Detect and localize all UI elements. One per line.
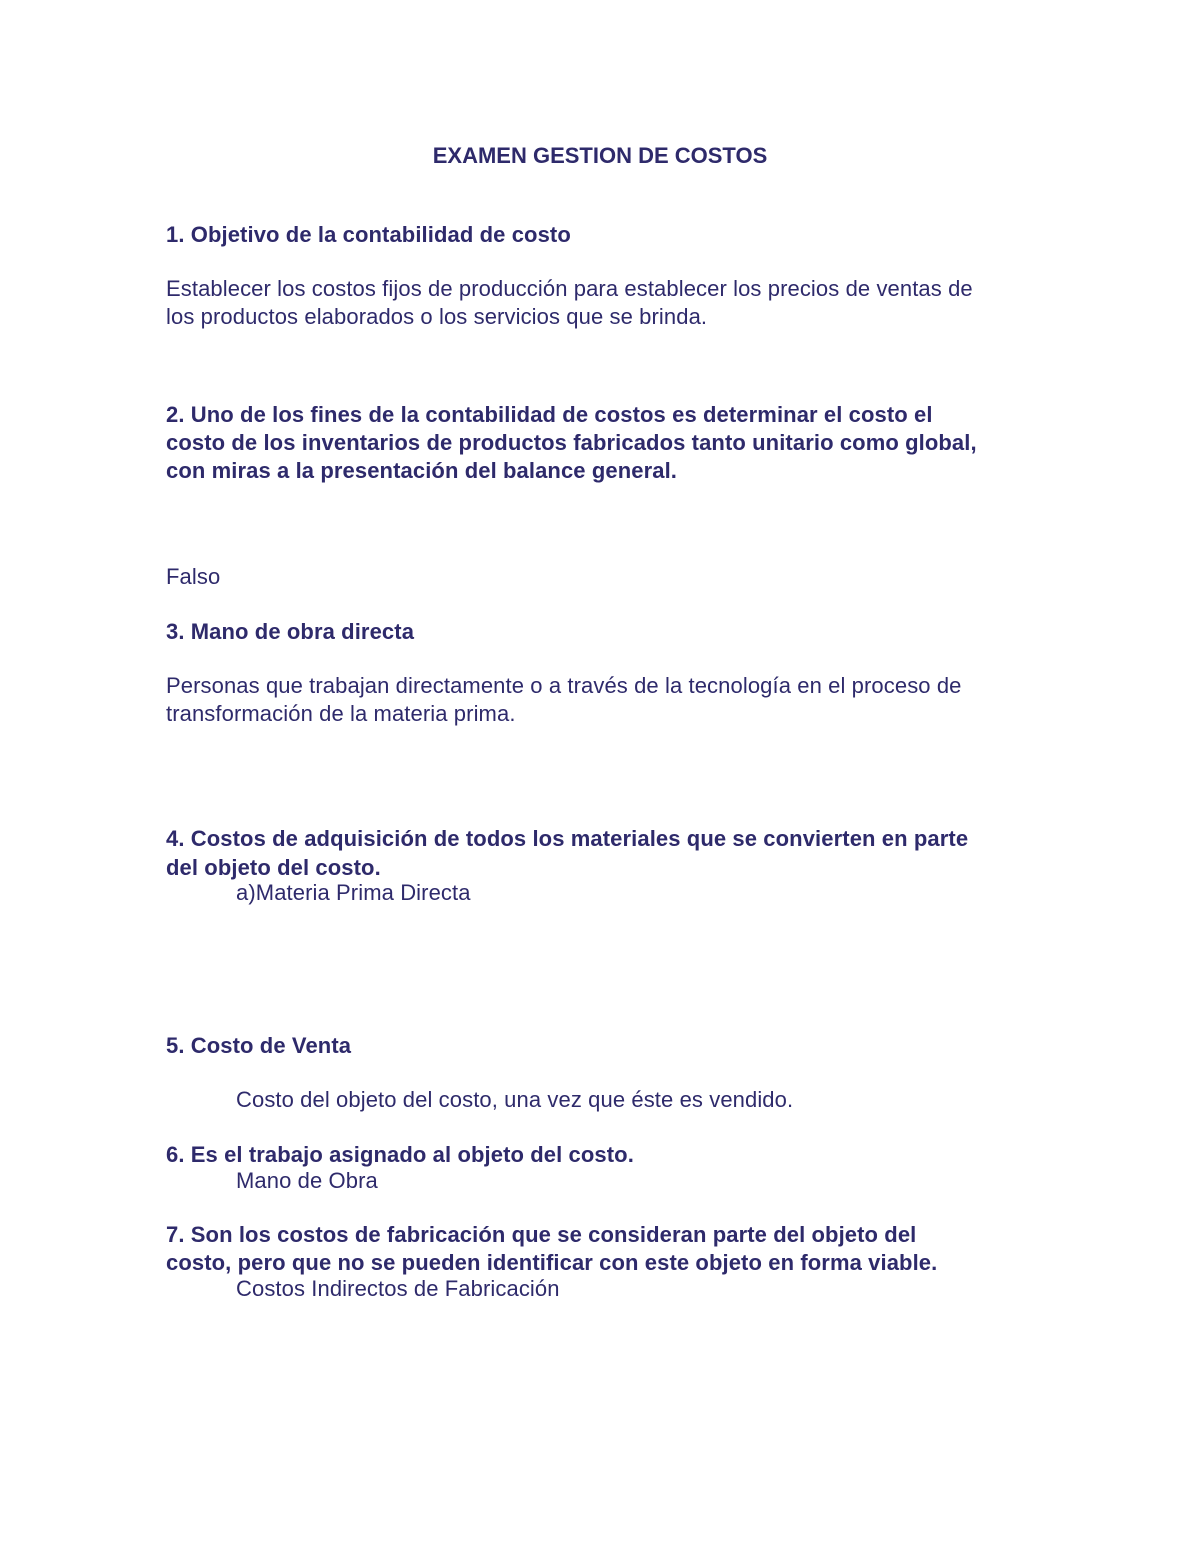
question-2-line-1: 2. Uno de los fines de la contabilidad de costos es determinar el costo el (166, 402, 933, 427)
document-title: EXAMEN GESTION DE COSTOS (432, 143, 768, 168)
question-4-line-1: 4. Costos de adquisición de todos los materiales que se convierten en parte (166, 826, 969, 851)
question-2-line-2: costo de los inventarios de productos fabricados tanto unitario como global, (166, 430, 977, 455)
question-7-line-1: 7. Son los costos de fabricación que se consideran parte del objeto del (166, 1222, 917, 1247)
answer-3-line-2: transformación de la materia prima. (166, 701, 516, 726)
question-2-line-3: con miras a la presentación del balance general. (166, 458, 678, 483)
answer-1-line-2: los productos elaborados o los servicios que se brinda. (166, 304, 708, 329)
answer-4: a)Materia Prima Directa (236, 880, 471, 905)
answer-7: Costos Indirectos de Fabricación (236, 1276, 560, 1301)
question-7-line-2: costo, pero que no se pueden identificar con este objeto en forma viable. (166, 1250, 938, 1275)
question-3: 3. Mano de obra directa (166, 619, 415, 644)
question-5: 5. Costo de Venta (166, 1033, 352, 1058)
answer-1-line-1: Establecer los costos fijos de producción para establecer los precios de ventas de (166, 276, 973, 301)
answer-2: Falso (166, 564, 221, 589)
answer-3-line-1: Personas que trabajan directamente o a través de la tecnología en el proceso de (166, 673, 962, 698)
question-4-line-2: del objeto del costo. (166, 855, 381, 880)
question-1: 1. Objetivo de la contabilidad de costo (166, 222, 571, 247)
question-6: 6. Es el trabajo asignado al objeto del costo. (166, 1142, 634, 1167)
answer-6: Mano de Obra (236, 1168, 378, 1193)
answer-5: Costo del objeto del costo, una vez que éste es vendido. (236, 1087, 794, 1112)
